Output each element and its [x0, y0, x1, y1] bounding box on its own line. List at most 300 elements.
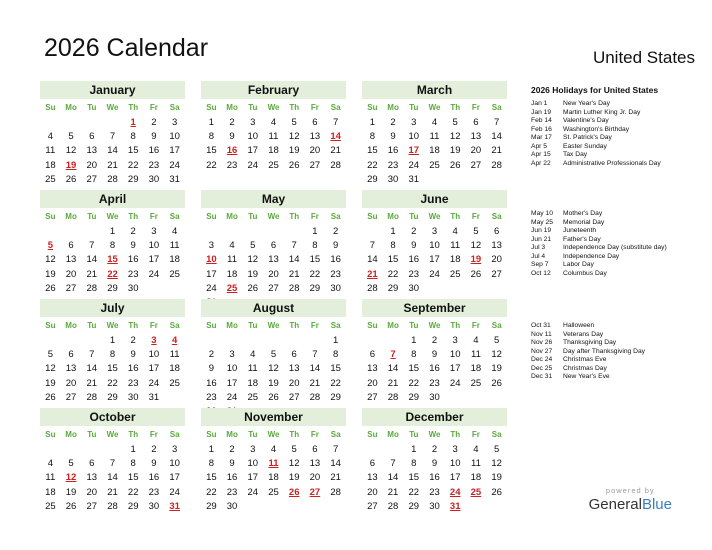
weekday-label: We: [106, 212, 119, 221]
day-cell: 2: [229, 444, 235, 455]
day-cell: 5: [270, 349, 277, 361]
day-cell: 29: [107, 282, 118, 294]
day-cell: 21: [387, 377, 399, 389]
holiday-name: Memorial Day: [563, 218, 605, 226]
day-cell: 15: [206, 145, 217, 157]
day-cell: 25: [45, 173, 56, 185]
day-cell: 1: [208, 117, 214, 128]
holiday-date: Apr 5: [531, 142, 547, 150]
weekday-label: Th: [128, 321, 139, 330]
week-row: [362, 144, 507, 158]
weekday-label: Tu: [87, 321, 97, 330]
empty-day-cell: [263, 334, 284, 348]
day-cell: 5: [291, 444, 297, 455]
day-cell: 19: [491, 363, 502, 375]
day-cell: 12: [449, 131, 461, 143]
day-cell: 9: [411, 240, 417, 252]
holiday-date: Apr 22: [531, 159, 551, 167]
holiday-entry: [531, 244, 667, 253]
day-cell: 29: [330, 391, 341, 403]
day-cell: 24: [247, 159, 259, 171]
day-cell: 22: [408, 377, 420, 389]
day-cell: 23: [127, 268, 139, 280]
day-cell: 7: [89, 240, 95, 252]
holiday-day-cell: 19: [470, 254, 482, 266]
week-row: [362, 130, 507, 144]
week-row: [201, 159, 346, 173]
day-cell: 8: [390, 240, 396, 252]
day-cell: 20: [470, 145, 482, 157]
week-row: [40, 486, 185, 500]
day-cell: 21: [86, 268, 98, 280]
day-cell: 15: [206, 472, 217, 484]
day-cell: 11: [227, 254, 237, 266]
weekday-label: Tu: [248, 212, 258, 221]
day-cell: 13: [65, 363, 77, 375]
weekday-header: [362, 209, 507, 225]
day-cell: 7: [109, 458, 116, 470]
day-cell: 9: [390, 131, 396, 143]
day-cell: 18: [449, 254, 461, 266]
day-cell: 26: [491, 377, 502, 389]
week-row: [40, 500, 185, 514]
day-cell: 13: [367, 363, 378, 375]
day-cell: 1: [411, 335, 417, 346]
day-cell: 8: [208, 131, 214, 143]
empty-day-cell: [81, 116, 102, 130]
week-row: [201, 282, 346, 296]
weekday-label: Fr: [310, 430, 319, 439]
day-cell: 28: [387, 500, 399, 512]
weekday-label: Mo: [226, 430, 238, 439]
weekday-label: Th: [289, 430, 300, 439]
day-cell: 22: [206, 159, 217, 171]
day-cell: 20: [65, 377, 77, 389]
empty-day-cell: [466, 391, 487, 405]
day-cell: 17: [148, 363, 160, 375]
holiday-name: Thanksgiving Day: [563, 339, 617, 346]
day-cell: 2: [332, 226, 339, 237]
day-cell: 23: [429, 486, 440, 498]
day-cell: 24: [169, 486, 180, 498]
month-july: [40, 299, 185, 405]
day-cell: 27: [86, 173, 98, 185]
weekday-label: Mo: [387, 212, 399, 221]
day-cell: 26: [65, 500, 77, 512]
weekday-label: Fr: [310, 103, 319, 112]
weekday-label: Sa: [169, 321, 180, 330]
week-row: [201, 268, 346, 282]
day-cell: 10: [247, 458, 259, 470]
holiday-name: Easter Sunday: [563, 142, 607, 150]
weekday-label: Su: [367, 212, 378, 221]
week-row: [201, 457, 346, 471]
day-cell: 11: [470, 349, 481, 361]
day-cell: 6: [68, 240, 74, 252]
weekday-label: Th: [128, 212, 139, 221]
day-cell: 28: [491, 159, 502, 171]
weekday-label: Tu: [87, 103, 97, 112]
day-cell: 23: [226, 486, 238, 498]
holiday-day-cell: 26: [288, 486, 300, 498]
holiday-name: Washington's Birthday: [563, 125, 630, 133]
day-cell: 20: [288, 377, 300, 389]
weekday-label: Su: [367, 321, 378, 330]
weekday-label: Mo: [65, 103, 77, 112]
day-cell: 13: [491, 240, 502, 252]
day-cell: 5: [452, 117, 458, 128]
day-cell: 4: [229, 240, 235, 252]
day-cell: 30: [408, 282, 420, 294]
day-cell: 20: [268, 268, 279, 280]
weekday-label: We: [428, 321, 441, 330]
day-cell: 12: [491, 458, 502, 470]
day-cell: 11: [429, 131, 440, 143]
day-cell: 18: [268, 472, 279, 484]
holiday-date: Nov 27: [531, 347, 553, 355]
holiday-name: Valentine's Day: [563, 117, 609, 124]
day-cell: 28: [107, 500, 118, 512]
day-cell: 17: [226, 377, 238, 389]
weekday-label: Tu: [87, 430, 97, 439]
holiday-entry: [531, 253, 667, 262]
week-row: [40, 225, 185, 239]
holiday-date: Feb 14: [531, 117, 552, 124]
day-cell: 15: [408, 472, 420, 484]
empty-day-cell: [242, 334, 263, 348]
day-cell: 26: [45, 391, 56, 403]
holiday-date: Apr 15: [531, 151, 551, 158]
day-cell: 15: [309, 254, 321, 266]
week-row: [201, 443, 346, 457]
holiday-entry: [531, 210, 667, 219]
day-cell: 30: [226, 500, 238, 512]
weekday-label: We: [428, 212, 441, 221]
day-cell: 11: [268, 131, 279, 143]
day-cell: 28: [330, 159, 341, 171]
holiday-day-cell: 4: [171, 335, 178, 346]
day-cell: 8: [109, 240, 116, 252]
powered-by-text: powered by: [605, 486, 655, 495]
day-cell: 27: [65, 282, 77, 294]
week-row: [201, 334, 346, 348]
weekday-label: Su: [45, 212, 56, 221]
day-cell: 29: [387, 282, 399, 294]
day-cell: 25: [268, 159, 279, 171]
day-cell: 3: [411, 117, 417, 128]
holiday-day-cell: 17: [408, 145, 420, 157]
day-cell: 20: [367, 486, 378, 498]
holiday-entry: [531, 151, 661, 160]
day-cell: 29: [206, 500, 217, 512]
holiday-name: Christmas Day: [563, 364, 607, 372]
day-cell: 9: [151, 458, 157, 470]
holiday-entry: [531, 143, 661, 152]
day-cell: 2: [431, 444, 438, 455]
day-cell: 3: [229, 349, 235, 361]
month-name: May: [201, 190, 346, 208]
holiday-date: Mar 17: [531, 134, 552, 141]
day-cell: 6: [68, 349, 74, 361]
day-cell: 6: [312, 117, 318, 128]
weekday-label: Mo: [387, 430, 399, 439]
week-row: [40, 239, 185, 253]
day-cell: 16: [206, 377, 217, 389]
weekday-label: Fr: [149, 103, 158, 112]
weekday-label: Fr: [149, 212, 158, 221]
weekday-label: Sa: [491, 212, 502, 221]
day-cell: 8: [411, 349, 417, 361]
week-row: [201, 144, 346, 158]
day-cell: 2: [130, 226, 136, 237]
week-row: [201, 253, 346, 267]
empty-day-cell: [466, 282, 487, 296]
week-row: [40, 443, 185, 457]
day-cell: 7: [369, 240, 375, 252]
weekday-label: Tu: [409, 103, 419, 112]
weekday-label: Mo: [65, 212, 77, 221]
holiday-day-cell: 24: [449, 486, 461, 498]
day-cell: 1: [411, 444, 417, 455]
day-cell: 2: [431, 335, 438, 346]
weekday-label: Fr: [310, 321, 319, 330]
weekday-label: Sa: [169, 103, 180, 112]
day-cell: 25: [247, 391, 259, 403]
day-cell: 8: [208, 458, 214, 470]
day-cell: 7: [89, 349, 95, 361]
day-cell: 15: [387, 254, 399, 266]
month-name: July: [40, 299, 185, 317]
day-cell: 6: [270, 240, 277, 252]
holiday-name: New Year's Eve: [563, 373, 610, 380]
day-cell: 29: [367, 173, 378, 185]
weekday-label: Th: [128, 430, 139, 439]
holiday-day-cell: 27: [309, 486, 321, 498]
empty-day-cell: [466, 173, 487, 187]
empty-day-cell: [486, 173, 507, 187]
day-cell: 16: [127, 363, 139, 375]
day-cell: 6: [291, 349, 297, 361]
holiday-entry: [531, 365, 645, 374]
day-cell: 8: [130, 458, 136, 470]
day-cell: 27: [86, 500, 98, 512]
day-cell: 14: [491, 131, 502, 143]
day-cell: 24: [429, 268, 440, 280]
day-cell: 19: [491, 472, 502, 484]
week-row: [40, 471, 185, 485]
day-cell: 20: [491, 254, 502, 266]
day-cell: 4: [473, 335, 479, 346]
day-cell: 19: [45, 268, 56, 280]
holiday-list-q1: [531, 100, 661, 168]
day-cell: 5: [47, 349, 53, 361]
day-cell: 17: [169, 472, 180, 484]
day-cell: 2: [229, 117, 235, 128]
day-cell: 18: [429, 145, 440, 157]
holiday-name: Mother's Day: [563, 210, 603, 217]
weekday-label: Mo: [387, 321, 399, 330]
day-cell: 29: [309, 282, 321, 294]
week-row: [40, 282, 185, 296]
day-cell: 29: [408, 500, 420, 512]
holiday-date: Dec 25: [531, 364, 553, 372]
day-cell: 8: [411, 458, 417, 470]
day-cell: 27: [367, 391, 378, 403]
day-cell: 4: [431, 117, 438, 128]
day-cell: 2: [130, 335, 136, 346]
week-row: [40, 116, 185, 130]
weekday-label: Su: [367, 103, 378, 112]
day-cell: 26: [288, 159, 300, 171]
brand-name: [589, 496, 672, 513]
month-august: [201, 299, 346, 419]
day-cell: 15: [127, 145, 139, 157]
weekday-label: Tu: [409, 212, 419, 221]
month-april: [40, 190, 185, 296]
weekday-label: Su: [367, 430, 378, 439]
holiday-entry: [531, 270, 667, 279]
week-row: [40, 391, 185, 405]
day-cell: 28: [288, 282, 300, 294]
day-cell: 12: [247, 254, 259, 266]
week-row: [362, 334, 507, 348]
month-name: November: [201, 408, 346, 426]
country-label: United States: [592, 48, 695, 67]
day-cell: 28: [86, 282, 98, 294]
day-cell: 11: [247, 363, 258, 375]
week-row: [362, 391, 507, 405]
day-cell: 26: [470, 268, 482, 280]
weekday-label: Sa: [169, 430, 180, 439]
day-cell: 7: [332, 117, 339, 128]
day-cell: 7: [291, 240, 297, 252]
day-cell: 12: [45, 254, 56, 266]
day-cell: 21: [107, 486, 118, 498]
holiday-entry: [531, 160, 661, 169]
week-row: [40, 144, 185, 158]
month-september: [362, 299, 507, 405]
day-cell: 18: [470, 472, 482, 484]
holiday-entry: [531, 331, 645, 340]
month-name: January: [40, 81, 185, 99]
day-cell: 14: [309, 363, 321, 375]
weekday-label: We: [267, 430, 280, 439]
day-cell: 5: [493, 444, 500, 455]
day-cell: 24: [169, 159, 180, 171]
day-cell: 16: [408, 254, 420, 266]
day-cell: 23: [206, 391, 217, 403]
week-row: [201, 486, 346, 500]
day-cell: 4: [452, 226, 458, 237]
day-cell: 13: [309, 458, 321, 470]
empty-day-cell: [424, 173, 445, 187]
weekday-label: Mo: [226, 103, 238, 112]
day-cell: 28: [107, 173, 118, 185]
empty-day-cell: [362, 225, 383, 239]
day-cell: 21: [387, 486, 399, 498]
day-cell: 24: [148, 268, 160, 280]
holiday-date: Dec 24: [531, 356, 553, 363]
weekday-header: [201, 427, 346, 443]
day-cell: 5: [68, 458, 74, 470]
month-february: [201, 81, 346, 173]
day-cell: 14: [387, 472, 399, 484]
weekday-label: Mo: [226, 321, 238, 330]
day-cell: 13: [288, 363, 300, 375]
day-cell: 28: [367, 282, 378, 294]
weekday-label: Th: [450, 212, 461, 221]
empty-day-cell: [284, 225, 305, 239]
weekday-label: Mo: [65, 321, 77, 330]
day-cell: 22: [408, 486, 420, 498]
day-cell: 25: [449, 268, 461, 280]
empty-day-cell: [164, 282, 185, 296]
weekday-label: Tu: [248, 321, 258, 330]
empty-day-cell: [164, 391, 185, 405]
weekday-label: Su: [206, 430, 217, 439]
weekday-label: Th: [289, 321, 300, 330]
holiday-date: Oct 12: [531, 269, 551, 277]
day-cell: 15: [127, 472, 139, 484]
day-cell: 21: [491, 145, 502, 157]
day-cell: 17: [449, 472, 461, 484]
holiday-entry: [531, 126, 661, 135]
month-name: February: [201, 81, 346, 99]
day-cell: 10: [408, 131, 420, 143]
week-row: [40, 268, 185, 282]
day-cell: 29: [127, 173, 139, 185]
day-cell: 16: [148, 145, 160, 157]
day-cell: 8: [312, 240, 318, 252]
day-cell: 12: [45, 363, 56, 375]
day-cell: 9: [130, 349, 136, 361]
day-cell: 9: [431, 349, 438, 361]
weekday-label: Tu: [248, 430, 258, 439]
week-row: [362, 225, 507, 239]
day-cell: 31: [408, 173, 420, 185]
day-cell: 11: [450, 240, 461, 252]
day-cell: 25: [169, 268, 180, 280]
weekday-label: Fr: [149, 430, 158, 439]
day-cell: 25: [470, 377, 482, 389]
holiday-day-cell: 3: [151, 335, 157, 346]
holiday-day-cell: 11: [268, 458, 279, 470]
day-cell: 27: [268, 282, 279, 294]
day-cell: 30: [148, 173, 160, 185]
day-cell: 28: [309, 391, 321, 403]
day-cell: 19: [268, 377, 279, 389]
weekday-label: We: [106, 430, 119, 439]
day-cell: 3: [250, 117, 256, 128]
holiday-name: Independence Day: [563, 252, 620, 260]
day-cell: 28: [387, 391, 399, 403]
holiday-date: Feb 16: [531, 125, 552, 133]
day-cell: 24: [148, 377, 160, 389]
empty-day-cell: [61, 116, 82, 130]
day-cell: 31: [169, 173, 180, 185]
day-cell: 9: [431, 458, 438, 470]
day-cell: 5: [291, 117, 297, 128]
weekday-label: Su: [206, 321, 217, 330]
day-cell: 27: [470, 159, 482, 171]
holiday-date: Sep 7: [531, 261, 549, 268]
weekday-label: We: [106, 321, 119, 330]
empty-day-cell: [222, 225, 243, 239]
day-cell: 21: [288, 268, 300, 280]
week-row: [362, 116, 507, 130]
week-row: [362, 348, 507, 362]
day-cell: 30: [387, 173, 399, 185]
